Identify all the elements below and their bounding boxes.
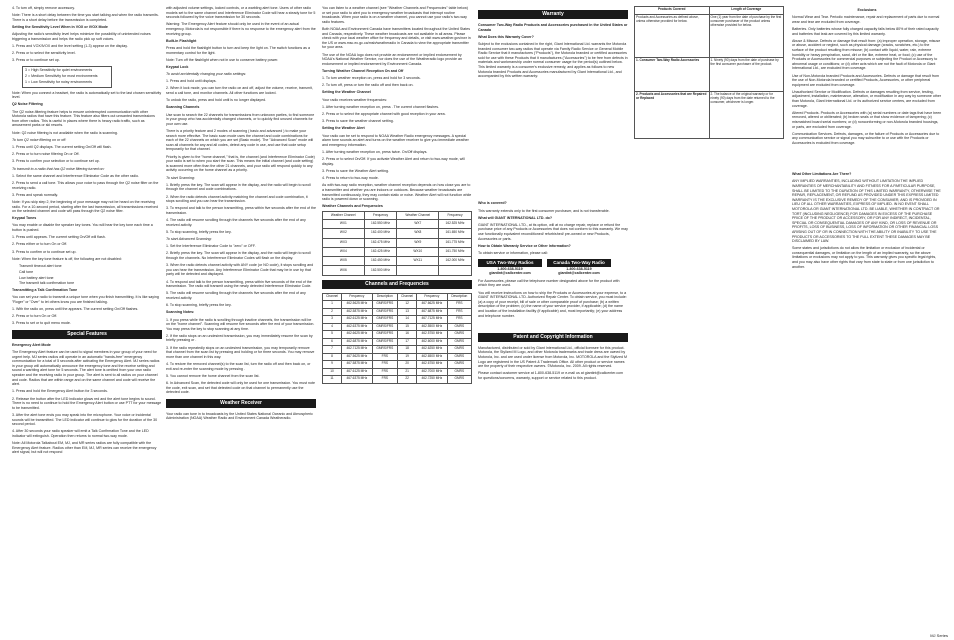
paragraph: 4. To turn off, simply remove accessory. [12,6,75,10]
table-row [323,361,472,369]
heading: Keypad Lock [166,64,189,69]
table-cell: WX7 [397,219,439,228]
table-row [323,247,472,256]
subheading: To avoid accidentally changing your radio settings: [166,72,247,77]
legend-item: 3 = High Sensitivity for quiet environments [25,68,93,73]
table-cell: GMRS/FRS [372,301,397,309]
table-cell: 161.750 MHz [439,247,472,256]
exclusion-item: Abuse & Misuse. Defects or damage that result from: (a) improper operation, storage, misuse or abuse, accident or neglect, such as physical damage (cracks, scratches, etc.) to the surface of the product resulting from misuse; (b) contact with liquid, water, rain, extreme humidity or heavy perspiration, sand, dirt or the like, extreme heat, or food; (c) use of the Products or Accessories for commercial purposes or subjecting the Product or Accessory to abnormal usage or conditions; or (d) other acts which are not the fault of Motorola or Giant International Ltd., are excluded from coverage. [792,38,941,71]
step: 3. Press to set or to quit menu mode. [12,321,71,326]
heading: What will GIANT INTERNATIONAL LTD. do? [478,215,553,220]
table-cell: 2. Products and Accessories that are Repaired or Replaced [635,91,710,139]
heading: Exclusions [857,8,877,12]
step: 1. Press and VOX/iVOX and the level setting (1-3) appear on the display. [12,43,128,48]
table-cell: WX8 [397,229,439,238]
table-cell: GMRS [447,331,471,339]
paragraph: The use of the NOAA logo does not provide an endorsement or implied endorsement by NOAA's National Weather Service, nor does the use of the Weatheradio logo provide an endorsement or implied endorsement by Environment Canada. [322,52,462,66]
table-cell: WX10 [397,247,439,256]
paragraph: Subject to the exclusions contained in the right, Giant International Ltd. warrants the Motorola branded consumer two-way radios that operate via Family Radio Service or General Mobile Radio Service that it manufactures ("Products"), the Motorola branded or certified accessories sold for use with these Products that it manufactures ("Accessories") to be free from defects in materials and workmanship under normal consumer usage for the period(s) outlined below. This limited warranty is a consumer's exclusive remedy, and applies as follows to new Motorola branded Products and Accessories manufactured by Giant International Ltd., and accompanied by this written warranty: [478,41,628,79]
table-cell: WX4 [323,247,365,256]
table-cell: FRS [372,353,397,361]
heading: Setting the Weather Alert [322,126,365,131]
table-cell: 162.400 MHz [364,229,397,238]
heading: Scanning Notes: [166,310,195,315]
paragraph: Use scan to search the 22 channels for transmissions from unknown parties, to find someone in your group who has accidentally changed channels, or to quickly find unused channels for your own use. [166,112,315,126]
table-row [323,376,472,384]
usa-label: USA Two-Way Radios [478,259,542,267]
exclusion-item: Altered Products. Products or Accessories with (a) serial numbers or date tags that have been removed, altered or obliterated; (b) broken seals or that show evidence of tampering; (c) mismatched board serial numbers; or (d) nonconforming or non-Motorola branded housings, or parts, are excluded from coverage. [792,110,942,129]
heading: Setting the Weather Channel [322,90,371,95]
paragraph: Your radio can be set to respond to NOAA Weather Radio emergency messages. A special alarm tone sounds an alert and turns on the weather receiver to give you immediate weather and emergency information. [322,133,469,147]
heading: Q2 Noise Filtering [12,102,43,107]
table-cell: FRS [372,368,397,376]
step: 2. When the radio detects channel activity matching the channel and code combination, it stops scrolling and you can hear the transmission. [166,194,308,204]
table-row [323,338,472,346]
step: 3. Press to confirm your selection or to continue set up. [12,159,100,164]
step: 3. If the radio repeatedly stops on an undesired transmission, you may temporarily remove that channel from the scan list by pressing and holding or for three seconds. You may remove more than one channel in this way. [166,345,315,359]
table-cell: 462.5625 MHz [342,301,372,309]
column-header: Channel [398,293,417,301]
canada-label: Canada Two-Way Radio [547,259,611,267]
table-cell: WX3 [323,238,365,247]
step: 5. The radio will resume scrolling through the channels five seconds after the end of any received activity. [166,291,306,300]
table-cell: GMRS/FRS [372,338,397,346]
table-cell: FRS [447,308,471,316]
table-cell: GMRS [447,338,471,346]
table-cell: 8 [323,353,342,361]
heading: Weather Channels and Frequencies [322,204,383,209]
column-header: Description [447,293,471,301]
heading: Turning Weather Channel Reception On and Off [322,68,404,73]
table-row [323,257,472,266]
step: 1. Select the same channel and Interference Eliminator Code as the other radio. [12,173,140,178]
warning: Warning: The Emergency Alert feature should only be used in the event of an actual emergency. Motorola is not responsible if there is no response to the emergency alert from the receiving group. [166,22,316,36]
step: 4. Press to return to two-way mode. [322,176,379,181]
table-cell: 162.425 MHz [364,247,397,256]
table-row [323,323,472,331]
paragraph: This warranty extends only to the first consumer purchaser, and is not transferable. [478,208,610,213]
step: 2. Release the button after the LED indicator glows red and the alert tone begins to sound. There is no need to continue to hold the Emergency Alert button or use PTT for your message to be transmitted. [12,396,162,410]
step: 2. When it lock mode, you can turn the radio on and off, adjust the volume, receive, transmit, send a call tone, and monitor channels. All other functions are locked. [166,86,313,96]
paragraph: There is a priority feature and 2 modes of scanning ( basic and advanced ) to make your search more effective. The basic scan mode uses the channel and code combinations for each of the 22 channels on which you are set (Basic mode). The "Advanced Scan" mode will scan all channels for any and all codes, detect any code in use, and use that code setup temporarily for that channel. [166,129,314,152]
table-cell: WX9 [397,238,439,247]
spacer [478,321,628,329]
table-cell: FRS [372,361,397,369]
section-bar-special-features: Special Features [12,330,162,339]
table-row [323,219,472,228]
section-bar-channels-frequencies: Channels and Frequencies [322,280,472,289]
canada-phone: 1-800-638-5119 [566,266,592,271]
table-row [323,229,472,238]
table-cell: 18 [398,346,417,354]
table-cell: 462.6625 MHz [342,331,372,339]
heading: Scanning Channels [166,105,200,110]
table-cell: 4 [323,323,342,331]
step: 4. To respond and talk to the person transmitting, press within five seconds of the end of the transmission. The radio will transmit using the newly detected Interference Eliminator Code. [166,279,312,289]
table-row [635,58,784,92]
step: 4. After 30 seconds your radio speaker will emit a Talk Confirmation Tone and the LED indicator will extinguish. Operation then returns to normal two-way mode. [12,429,149,438]
step: 1. Press and hold the Emergency Alert button for 3 seconds. [12,389,108,394]
channels-table-body [323,301,472,384]
step: 3. Press or to continue set up. [12,58,60,63]
table-cell: 162.000 MHz [439,257,472,266]
step: 3. After the alert tone ends you may speak into the microphone. Your voice or incidental sounds will be transmitted. The LED indicator will continue to glow for the duration of the 30 second period. [12,412,158,427]
list-item: • Low battery alert tone [19,276,162,281]
heading: What Other Limitations Are There? [792,172,852,177]
table-row [323,331,472,339]
table-cell: 162.475 MHz [364,238,397,247]
table-cell: 462.6750 MHz [417,361,447,369]
sensitivity-legend [22,66,112,88]
paragraph: Please contact customer service at 1-800-638-5119 or e-mail us at giantint@callcenter.com for questions/concerns, warranty, support or service related to this product. [478,371,624,380]
table-cell: 462.6125 MHz [342,316,372,324]
paragraph: Both NOAA and Environment Canada have transmitters located throughout the United States and Canada, respectively. These weather broadcasts are not available in all areas. Please check with your local weather office for frequency and details, or visit www.weather.gov/nwr in the US or www.msc.ec.gc.ca/msb/weatheradio in Canada to view the appropriate transmitter for your area. [322,26,471,50]
table-cell: FRS [447,316,471,324]
paragraph: ANY IMPLIED WARRANTIES, INCLUDING WITHOUT LIMITATION THE IMPLIED WARRANTIES OF MERCHANTABILITY AND FITNESS FOR A PARTICULAR PURPOSE, SHALL BE LIMITED TO THE DURATION OF THIS LIMITED WARRANTY, OTHERWISE THE REPAIR, REPLACEMENT, OR REFUND AS PROVIDED UNDER THIS EXPRESS LIMITED WARRANTY IS THE EXCLUSIVE REMEDY OF THE CONSUMER, AND IS PROVIDED IN LIEU OF ALL OTHER WARRANTIES, EXPRESS OF IMPLIED. IN NO EVENT SHALL MOTOROLA OR GIANT INTERNATIONAL LTD. BE LIABLE, WHETHER IN CONTRACT OR TORT (INCLUDING NEGLIGENCE) FOR DAMAGES IN EXCESS OF THE PURCHASE PRICE OF THE PRODUCT OR ACCESSORY, OR FOR ANY INDIRECT, INCIDENTAL, SPECIAL OR CONSEQUENTIAL DAMAGES OF ANY KIND, OR LOSS OF REVENUE OR PROFITS, LOSS OF BUSINESS, LOSS OF INFORMATION OR OTHER FINANCIAL LOSS ARISING OUT OF OR IN CONNECTION WITH THE ABILITY OR INABILITY TO USE THE PRODUCTS OR ACCESSORIES TO THE FULL EXTENT THESE DAMAGES MAY BE DISCLAIMED BY LAW. [792,179,941,244]
legend-item: 2 = Medium Sensitivity for most environments [25,74,98,78]
table-cell: 467.5875 MHz [342,361,372,369]
table-cell: GMRS/FRS [372,316,397,324]
table-cell: 162.525 MHz [439,219,472,228]
paragraph: Some states and jurisdictions do not allow the limitation or exclusion of incidental or consequential damages, or limitation on the length of an implied warranty, so the above limitations or exclusions may not apply to you. This warranty gives you specific legal rights, and you may also have other rights that vary from state to state or from one jurisdiction to another. [792,246,937,269]
table-cell: One (1) year from the date of purchase by the first consumer purchaser of the product unless otherwise provided for below. [709,14,784,58]
table-header-row [323,293,472,301]
step: 5. To stop scanning, briefly press the key. [166,229,232,234]
table-cell: GMRS/FRS [372,346,397,354]
table-cell: WX1 [323,219,365,228]
table-cell: 2. The balance of the original warranty or for ninety (90) days from the date returned to the consumer, whichever is longer. [709,91,784,139]
paragraph: Note: There is a short delay between the time you start talking and when the radio transmits. There is a short delay before the transmission is completed. [12,13,159,22]
step: 2. Press or to turn On or Off. [12,314,58,319]
heading: To turn Q2 noise filtering on or off: [12,137,67,142]
column-header: Weather Channel [323,212,365,220]
paragraph: Your radio receives weather frequencies: [322,97,387,102]
table-cell: GMRS [447,368,471,376]
heading: Consumer Two-Way Radio Products and Accessories purchased in the United States or Canada [478,23,628,32]
table-cell: 15 [398,323,417,331]
table-cell: 10 [323,368,342,376]
step: 1. Set the Interference Eliminator Code to "zero" or OFF. [166,244,256,249]
table-cell: 462.5750 MHz [417,331,447,339]
step: 2. Press or to select the appropriate channel with good reception in your area. [322,112,446,117]
list-item: • Transmit timeout alert tone [19,264,162,269]
paragraph: You can set your radio to transmit a unique tone when you finish transmitting. It is like saying "Roger" or "Over" to let others know you are finished talking. [12,295,159,304]
step: 2. Press to send a call tone. This allows your voice to pass through the Q2 noise filter on the receiving radio. [12,180,159,190]
table-cell: 467.5625 MHz [342,353,372,361]
table-cell: 6 [323,338,342,346]
column-header: Frequency [342,293,372,301]
table-cell: 462.5500 MHz [417,323,447,331]
table-cell: 462.6500 MHz [417,353,447,361]
canada-email[interactable]: giantint@callcenter.com [558,271,600,276]
table-header-row [635,7,784,15]
table-cell: 467.6125 MHz [342,368,372,376]
paragraph: Manufactured, distributed or sold by Giant International Ltd., official licensee for this product. Motorola, the Stylized M Logo, and other Motorola trademarks and trade dress are owned by Motorola, Inc. and are used under license from Motorola, Inc. MOTOROLA and the Stylized M Logo are registered in the US Patent & Trademark Office. All other product or service names are the property of their respective owners. ©Motorola, Inc. 2009. All rights reserved. [478,345,627,369]
table-cell: 22 [398,376,417,384]
table-cell: 467.6625 MHz [417,301,447,309]
table-cell: FRS [372,376,397,384]
table-cell: 467.6375 MHz [342,376,372,384]
column-5 [634,6,784,266]
paragraph: GIANT INTERNATIONAL LTD., at its option, will at no charge repair, replace or refund the purchase price of any Products or Accessories that does not conform to this warranty. We may use functionally equivalent reconditioned/ refurbished/ pre-owned or new Products, Accessories or parts. [478,222,628,241]
step: 3. Press to save the weather channel setting. [322,119,394,124]
step: 2. Press or to select the sensitivity level. [12,51,76,56]
step: 1. After turning weather reception on, press . The current channel flashes. [322,104,439,109]
spacer [478,81,628,199]
column-3 [322,6,472,638]
paragraph: The Q2 noise-filtering feature helps to ensure uninterrupted communication with other Motorola radios that have this feature. This feature also filters out unwanted transmissions from other radios. This is useful in places where there is heavy radio traffic, such as amusement parks or ski resorts. [12,109,155,128]
table-cell: 462.6000 MHz [417,338,447,346]
spacer [792,148,942,170]
column-header: Length of Coverage [709,7,784,15]
table-cell: 9 [323,361,342,369]
paragraph: You will receive instructions on how to ship the Products or Accessories at your expense, to a GIANT INTERNATIONAL LTD. Authorized Repair Center. To obtain service, you must include: (a) a copy of your receipt, bill of sale or other comparable proof of purchase; (b) a written description of the problem; (c) the name of your service provider, if applicable; (d) the name and location of the installation facility (if applicable) and, most importantly; (e) your address and telephone number. [478,290,627,318]
column-1 [12,6,162,638]
note: Note: When you connect a headset, the radio is automatically set to the last chosen sensitivity level. [12,90,162,100]
paragraph: with adjusted volume settings, locked controls, or a warbling alert tone. Users of other radio models set to the same channel and Interference Eliminator Code will hear a steady tone for 5 seconds followed by the voice transmission for 30 seconds. [166,6,316,20]
paragraph: You may enable or disable the speaker key tones. You will hear the key tone each time a button is pushed. [12,223,153,233]
exclusion-item: Unauthorized Service or Modification. Defects or damages resulting from service, testing, adjustment, installation, maintenance, alteration, or modification in any way by someone other than Motorola, Giant International Ltd. or its authorized service centers, are excluded from coverage. [792,89,942,108]
support-contacts [478,259,628,276]
exclusion-item: Communication Services. Defects, damages, or the failure of Products or Accessories due to any communication service or signal you may subscribe to or use with the Products or Accessories is excluded from coverage. [792,131,940,145]
heading: What Does this Warranty Cover? [478,34,534,39]
heading: How to Obtain Warranty Service or Other Information? [478,243,571,248]
column-header: Frequency [364,212,397,220]
table-row [323,353,472,361]
weather-table-body [323,219,472,275]
note: Note: Turn off the flashlight when not in use to conserve battery power. [166,57,279,62]
table-cell: FRS [447,301,471,309]
step: 2. Press either or to turn On or Off. [12,242,68,247]
section-bar-patent-copyright: Patent and Copyright Information [478,333,628,342]
table-cell: 11 [323,376,342,384]
paragraph: As with two-way radio reception, weather channel reception depends on how close you are to a transmitter and whether you are indoors or outdoors. Because weather broadcasts are transmitted continuously, they may contain static or noise. Weather Alert will not function while radio is powered down or scanning. [322,183,472,202]
table-cell: WX2 [323,229,365,238]
step: 1. To turn weather reception on, press and hold for 3 seconds. [322,76,421,81]
paragraph: For Accessories, please call the telephone number designated above for the product with which they are used. [478,278,620,288]
table-cell: 162.500 MHz [364,266,397,275]
table-cell: 12 [398,301,417,309]
table-cell: 17 [398,338,417,346]
step: 3. When the radio detects channel activity with ANY code (or NO code), it stops scrolling and you can hear the transmission. Any Interference Eliminator Code that may be in use by that party will be detected and displayed. [166,263,314,277]
column-header: Frequency [417,293,447,301]
table-cell: 161.775 MHz [439,238,472,247]
table-cell: 162.550 MHz [364,219,397,228]
paragraph: You can listen to a weather channel (see "Weather Channels and Frequencies" table below) or set your radio to alert you to emergency weather broadcasts that interrupt routine broadcasts. When your radio is on a weather channel, you cannot use your radio's two-way radio features. [322,6,468,24]
table-row [635,14,784,58]
column-header: Channel [323,293,342,301]
step: 1. Press and hold until displays. [166,79,217,84]
table-cell: GMRS [447,376,471,384]
step: 5. You cannot remove the home channel from the scan list. [166,373,260,378]
column-header: Weather Channel [397,212,439,220]
list-item: • The transmit talk confirmation tone [19,281,162,286]
heading: Setting the Sensitivity Level When in VOX or iVOX Mode [12,24,108,29]
table-cell: 467.6875 MHz [417,308,447,316]
heading: To transmit to a radio that has Q2 noise filtering turned on: [12,166,105,171]
table-cell: 1. Ninety (90) days from the date of purchase by the first consumer purchaser of the product. [709,58,784,92]
table-cell: 162.450 MHz [364,257,397,266]
list-item: • Call tone [19,270,162,275]
table-cell: GMRS [447,361,471,369]
step: 1. With the radio on, press until the appears. The current setting On/Off flashes. [12,306,139,311]
table-cell: 7 [323,346,342,354]
table-cell: 1 [323,301,342,309]
table-cell: GMRS [447,323,471,331]
table-cell: 462.7250 MHz [417,376,447,384]
table-cell: 467.7125 MHz [417,316,447,324]
step: 1. If you press while the radio is scrolling through inactive channels, the transmission will be on the "home channel". Scanning will resume five seconds after the end of your transmission. You may press the key to stop scanning at any time. [166,317,315,331]
table-cell: WX6 [323,266,365,275]
table-cell: WX11 [397,257,439,266]
step: 6. In Advanced Scan, the detected code will only be used for one transmission. You must note the code, exit scan, and set that detected code on that channel to permanently use the detected code. [166,381,316,395]
heading: Keypad Tones [12,216,37,221]
step: 3. To respond and talk to the person transmitting, press within five seconds after the end of the transmission. [166,206,316,215]
step: 4. To restore the removed channel(s) to the scan list, turn the radio off and then back on, or exit and re-enter the scanning mode by pressing . [166,362,311,371]
note: Note: When the key tone feature is off, the following are not disabled: [12,256,122,261]
coverage-table [634,6,784,139]
note: Note: Q2 noise filtering is not available when the radio is scanning. [12,130,118,135]
table-cell: 16 [398,331,417,339]
table-cell: 462.7125 MHz [342,346,372,354]
bullet-list [12,264,162,286]
column-header: Products Covered [635,7,710,15]
step: 4. The radio will resume scrolling through the channels five seconds after the end of any received activity. [166,218,306,227]
paragraph: Adjusting the radio's sensitivity level helps minimize the possibility of unintended noises triggering a transmission and helps the radio pick up soft voices. [12,32,151,41]
step: 2. If the radio stops on an undesired transmission, you may immediately resume the scan by briefly pressing or . [166,333,313,343]
table-row [323,316,472,324]
table-row [323,301,472,309]
subheading: To start Scanning: [166,175,195,180]
step: 1. Briefly press the key. The scan will appear in the display, and the radio will begin to scroll through the channel and code combinations. [166,182,311,192]
table-row [323,266,472,275]
table-cell: WX5 [323,257,365,266]
note: Note: If you skip step 2, the beginning of your message may not be heard on the receiving radio. For a 10-second period, starting after the last transmission, all transmissions received on the selected channel and code will pass through the Q2 noise filter. [12,199,159,214]
usa-email[interactable]: giantint@callcenter.com [489,271,531,276]
table-header-row [323,212,472,220]
table-row [323,346,472,354]
table-cell: 20 [398,361,417,369]
table-cell [397,266,439,275]
table-cell: 3 [323,316,342,324]
table-cell [439,266,472,275]
section-bar-weather-receiver: Weather Receiver [166,399,316,408]
column-4 [478,6,628,638]
paragraph: The Emergency Alert feature can be used to signal members in your group of your need for urgent help. MJ series radios will operate in an automatic "hands-free" emergency communication for a total of 5 seconds after activating the Emergency Alert. MJ series radios in your group will automatically announce the emergency tone and the receive setting and sound a warbling alert tone for 5 seconds. The alert tone is omitted from your own radio speaker and the receiving radio in your group. The alert is sent to all radios on your channel and code. Radios that are within range and on the same channel and code will receive the alert. [12,350,160,387]
step: 3. Press to save the Weather Alert setting. [322,168,390,173]
paragraph: Your radio can tune in to broadcasts by the United States National Oceanic and Atmospheric Administration (NOAA) Weather Radio and Environment Canada Weatheradio. [166,411,313,421]
weather-channels-table [322,211,472,275]
table-row [323,308,472,316]
table-row [323,368,472,376]
table-cell: 462.6250 MHz [417,346,447,354]
paragraph: Press and hold the flashlight button to turn and keep the light on. The switch functions as a momentary control for the light. [166,45,310,55]
step: 2. To turn off, press or turn the radio off and then back on. [322,83,414,88]
usa-phone: 1-800-638-5119 [497,266,523,271]
paragraph: Priority is given to the "home channel," that is, the channel (and Interference Eliminator Code) your radio is set to when you start the scan. This means the initial channel (and code setting) is scanned more often than the other 21 channels, and your radio will respond quickly to any activity occurring on the home channel as a priority. [166,154,315,173]
step: 1. Press until appears. The current setting On/Off will flash. [12,235,106,240]
table-cell: 462.5875 MHz [342,308,372,316]
table-cell: Products and Accessories as defined above, unless otherwise provided for below. [635,14,710,58]
step: 1. Press until Q2 displays. The current setting On/Off will flash. [12,145,112,149]
subheading: To start Advanced Scanning: [166,237,212,242]
exclusion-item: Use of Non-Motorola branded Products and Accessories. Defects or damage that result from the use of Non-Motorola branded or certified Products, Accessories, or other peripheral equipment are excluded from coverage. [792,73,940,87]
paragraph: To obtain service or information, please call: [478,251,548,256]
table-cell: 462.6375 MHz [342,323,372,331]
table-row [635,91,784,139]
table-row [323,238,472,247]
heading: Built-in Flashlight [166,38,197,43]
exclusion-item: Batteries. Only batteries whose fully charged capacity falls below 80% of their rated capacity and batteries that leak are covered by this limited warranty. [792,26,939,36]
exclusion-item: Normal Wear and Tear. Periodic maintenance, repair and replacement of parts due to normal wear and tear are excluded from coverage. [792,15,940,24]
table-cell: 14 [398,316,417,324]
paragraph: To unlock the radio, press and hold until is no longer displayed. [166,98,267,103]
table-cell: 13 [398,308,417,316]
step: 3. Press to confirm or to continue set up. [12,249,77,254]
table-cell: 161.650 MHz [439,229,472,238]
legend-item: 1 = Low Sensitivity for noisy environments [25,79,93,84]
table-cell: GMRS [447,346,471,354]
footer-label: MJ Series [930,633,948,638]
heading: Transmitting a Talk Confirmation Tone [12,287,78,292]
column-6 [792,6,942,632]
column-header: Frequency [439,212,472,220]
usa-contact [478,259,542,276]
column-header: Description [372,293,397,301]
heading: Emergency Alert Mode [12,342,51,347]
step: 2. Press or to select On/Off. If you activate Weather Alert and return to two-way mode, will display. [322,157,465,166]
table-cell: 2 [323,308,342,316]
step: 6. To stop scanning, briefly press the key. [166,303,232,308]
table-cell: GMRS/FRS [372,323,397,331]
table-cell: 19 [398,353,417,361]
column-2 [166,6,316,638]
step: 3. Press and speak normally. [12,192,59,197]
canada-contact [547,259,611,276]
table-cell: 462.7000 MHz [417,368,447,376]
table-cell: 21 [398,368,417,376]
table-cell: GMRS/FRS [372,308,397,316]
step: 1. After turning weather reception on, press twice. On/Off displays. [322,149,428,154]
table-cell: 1. Consumer Two-Way Radio Accessories [635,58,710,92]
table-cell: 462.6875 MHz [342,338,372,346]
step: 2. Briefly press the key. The scan will appear in the display, and the radio will begin to scroll through the channels. No Interference Eliminator Codes will flash on the display. [166,251,311,260]
section-bar-warranty: Warranty [478,10,628,19]
channels-table [322,293,472,384]
table-cell: GMRS/FRS [372,331,397,339]
step: 2. Press or to turn noise filtering On or Off. [12,152,80,157]
heading: Who is covered? [478,201,507,206]
table-cell: 5 [323,331,342,339]
table-cell: GMRS [447,353,471,361]
note: Note: All Motorola Talkabout EM, MJ, and MR series radios are fully compatible with the Emergency Alert feature. Radios other than EM, MJ, MR series can receive the emergency alert signal, but will not respond [12,441,157,455]
